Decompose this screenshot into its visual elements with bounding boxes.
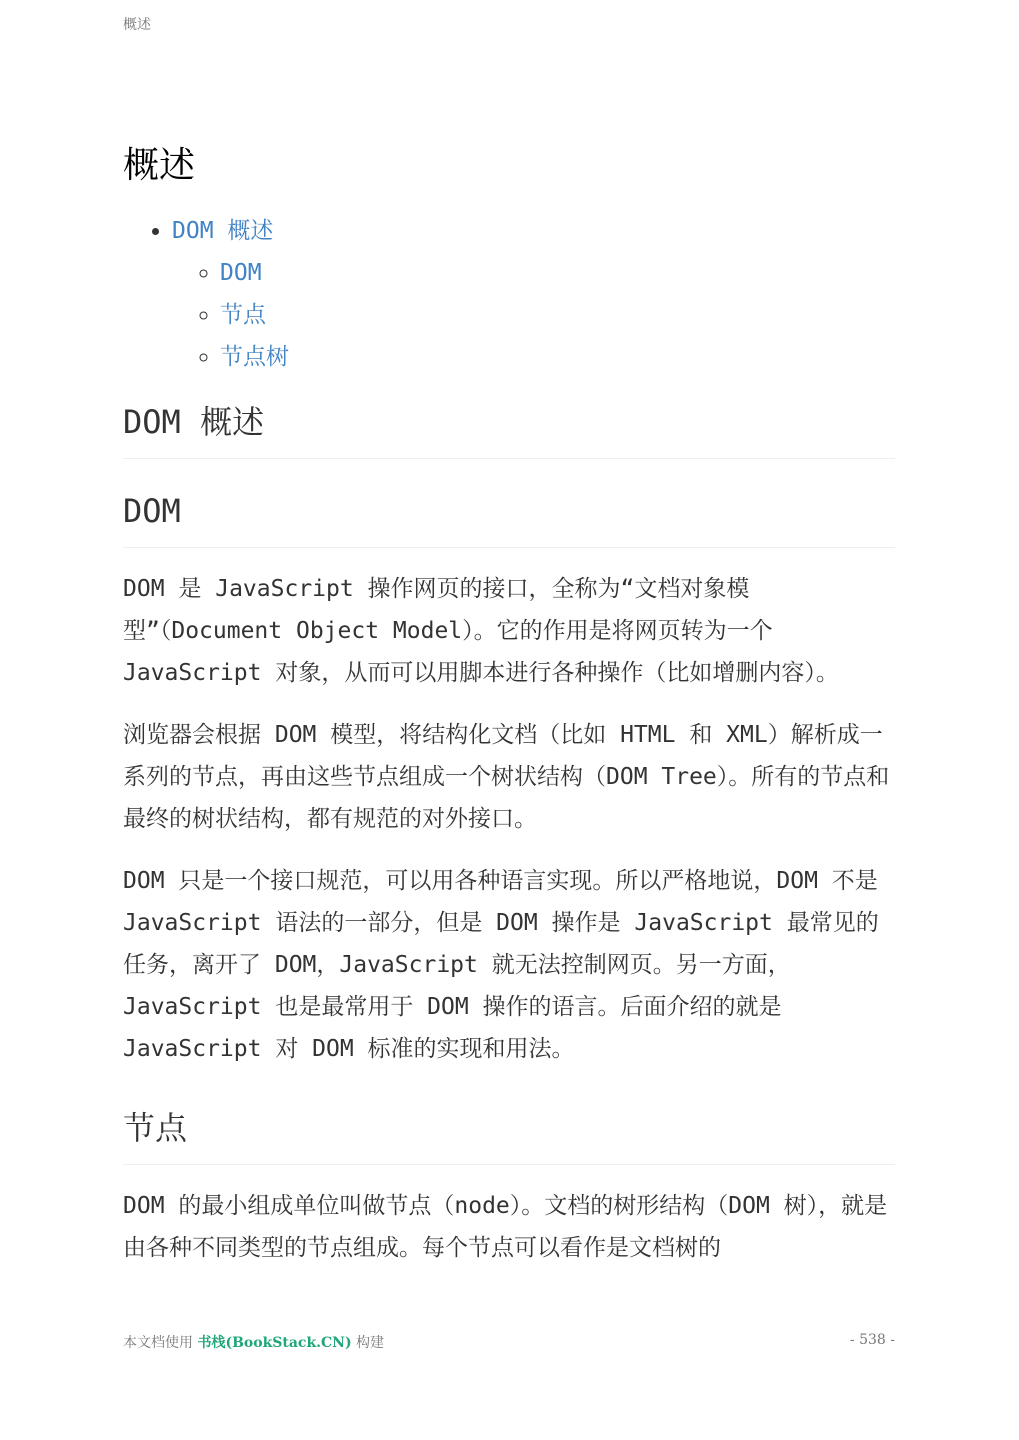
paragraph-node-intro: DOM 的最小组成单位叫做节点（node）。文档的树形结构（DOM 树），就是由各种不同类型的节点组成。每个节点可以看作是文档树的	[123, 1193, 888, 1261]
toc-item-dom-overview	[172, 210, 895, 378]
toc-item-node-tree	[220, 336, 895, 378]
page-number: - 538 -	[849, 1332, 895, 1348]
toc-link-node-tree[interactable]: 节点树	[220, 344, 289, 370]
toc-sublist	[172, 252, 895, 378]
toc-item-node	[220, 294, 895, 336]
running-header-title: 概述	[123, 17, 151, 33]
heading-dom: DOM	[123, 489, 895, 548]
heading-dom-overview: DOM 概述	[123, 400, 895, 459]
toc-link-dom[interactable]: DOM	[220, 260, 262, 286]
paragraph-dom-intro: DOM 是 JavaScript 操作网页的接口，全称为“文档对象模型”（Document Object Model）。它的作用是将网页转为一个 JavaScript 对象，从而可以用脚本进行各种操作（比如增删内容）。	[123, 576, 839, 686]
paragraph-dom-interface: DOM 只是一个接口规范，可以用各种语言实现。所以严格地说，DOM 不是 JavaScript 语法的一部分，但是 DOM 操作是 JavaScript 最常见的任务，离开了 DOM，JavaScript 就无法控制网页。另一方面，JavaScript 也是最常用于 DOM 操作的语言。后面介绍的就是 JavaScript 对 DOM 标准的实现和用法。	[123, 868, 879, 1062]
document-content	[123, 140, 895, 1269]
footer-prefix: 本文档使用	[123, 1335, 198, 1351]
table-of-contents	[123, 210, 895, 378]
heading-node: 节点	[123, 1106, 895, 1165]
paragraph-dom-model: 浏览器会根据 DOM 模型，将结构化文档（比如 HTML 和 XML）解析成一系列的节点，再由这些节点组成一个树状结构（DOM Tree）。所有的节点和最终的树状结构，都有规范的对外接口。	[123, 722, 890, 832]
toc-link-node[interactable]: 节点	[220, 302, 266, 328]
footer-brand-link[interactable]: 书栈(BookStack.CN)	[197, 1335, 352, 1351]
footer-suffix: 构建	[351, 1335, 385, 1351]
footer-credit	[123, 1332, 384, 1352]
toc-link-dom-overview[interactable]: DOM 概述	[172, 218, 274, 244]
page-title: 概述	[123, 145, 196, 186]
toc-item-dom	[220, 252, 895, 294]
